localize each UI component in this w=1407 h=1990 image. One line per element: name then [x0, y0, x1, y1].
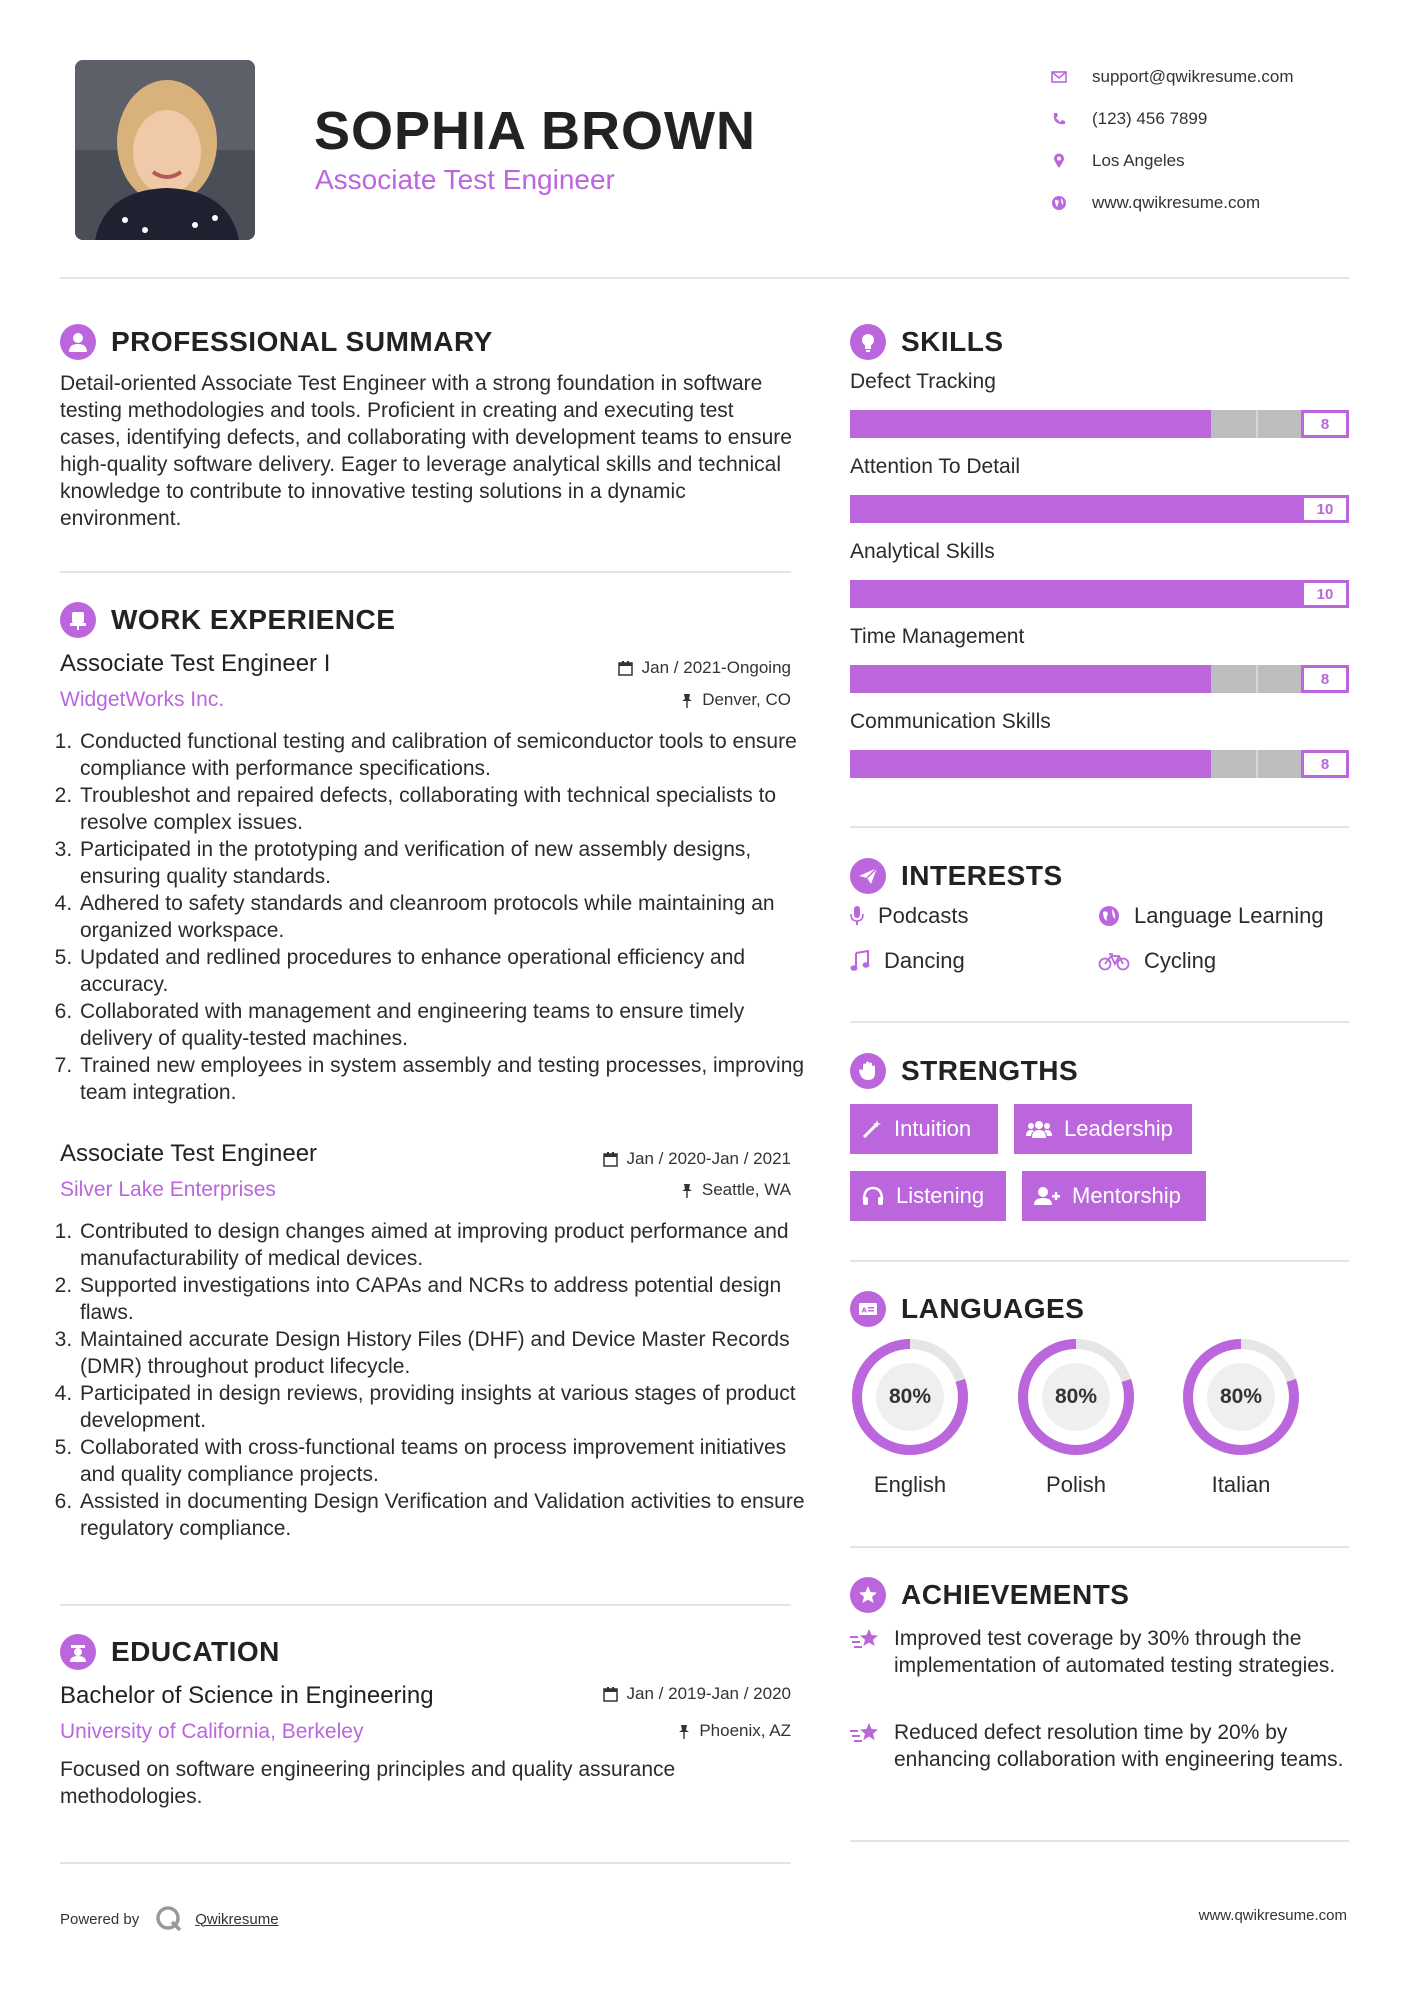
language-name: Polish — [1046, 1472, 1106, 1497]
candidate-role: Associate Test Engineer — [315, 164, 615, 195]
job-location: Seattle, WA — [540, 1180, 791, 1200]
microphone-icon — [850, 905, 864, 927]
skill-bar — [850, 665, 1349, 693]
group-icon — [1026, 1119, 1052, 1139]
skill-bar-fill — [850, 750, 1211, 778]
pushpin-icon — [678, 1724, 690, 1739]
contact-list — [1050, 56, 1350, 224]
strength-chip: Intuition — [850, 1104, 998, 1154]
company-name: Silver Lake Enterprises — [60, 1178, 276, 1201]
list-item: 5. Updated and redlined procedures to enhance operational efficiency and accuracy. — [78, 944, 820, 998]
list-item: 3. Participated in the prototyping and verification of new assembly designs, ensuring quality standards. — [78, 836, 820, 890]
language-ring — [1016, 1337, 1136, 1457]
globe-icon — [1050, 194, 1068, 212]
hand-icon — [850, 1053, 886, 1089]
interest-item: Cycling — [1098, 948, 1216, 974]
list-item: 2. Troubleshot and repaired defects, collaborating with technical specialists to resolve complex issues. — [78, 782, 820, 836]
languages-divider — [850, 1546, 1349, 1548]
skill-bar-fill — [850, 410, 1211, 438]
language-name: Italian — [1211, 1472, 1271, 1497]
skill-level-badge: 10 — [1301, 495, 1349, 523]
powered-by: Powered by Qwikresume — [60, 1905, 279, 1933]
skill-name: Analytical Skills — [850, 540, 995, 563]
skill-level-badge: 8 — [1301, 750, 1349, 778]
work-divider — [60, 1604, 791, 1606]
skill-bar-fill — [850, 580, 1301, 608]
list-item: 6. Collaborated with management and engineering teams to ensure timely delivery of quality-tested machines. — [78, 998, 820, 1052]
skill-level-badge: 8 — [1301, 665, 1349, 693]
headphones-icon — [862, 1186, 884, 1206]
list-item: 2. Supported investigations into CAPAs and NCRs to address potential design flaws. — [78, 1272, 820, 1326]
achievement-item: Improved test coverage by 30% through the implementation of automated testing strategies. — [850, 1625, 1344, 1679]
graduate-icon — [60, 1634, 96, 1670]
calendar-icon — [603, 1152, 618, 1167]
globe-icon — [1098, 905, 1120, 927]
degree-title: Bachelor of Science in Engineering — [60, 1682, 434, 1709]
skills-heading: SKILLS — [850, 324, 1004, 360]
language-ring — [850, 1337, 970, 1457]
phone-icon — [1050, 110, 1068, 128]
profile-photo — [75, 60, 255, 240]
education-text: Focused on software engineering principles and quality assurance methodologies. — [60, 1758, 676, 1808]
job-title: Associate Test Engineer — [60, 1140, 318, 1167]
language-ring — [1181, 1337, 1301, 1457]
shooting-star-icon — [850, 1719, 882, 1773]
footer-website[interactable]: www.qwikresume.com — [1198, 1907, 1347, 1924]
achievements-heading: ACHIEVEMENTS — [850, 1577, 1129, 1613]
summary-heading: PROFESSIONAL SUMMARY — [60, 324, 493, 360]
language-name: English — [873, 1472, 947, 1497]
skill-name: Defect Tracking — [850, 370, 996, 393]
strength-chip: Leadership — [1014, 1104, 1192, 1154]
star-badge-icon — [850, 1577, 886, 1613]
interests-divider — [850, 1021, 1349, 1023]
skill-level-badge: 8 — [1301, 410, 1349, 438]
job-duties-list — [58, 728, 820, 1106]
list-item: 1. Contributed to design changes aimed at improving product performance and manufacturability of medical devices. — [78, 1218, 820, 1272]
list-item: 7. Trained new employees in system assembly and testing processes, improving team integration. — [78, 1052, 820, 1106]
skill-bar — [850, 410, 1349, 438]
skill-bar — [850, 750, 1349, 778]
candidate-name: SOPHIA BROWN — [314, 101, 756, 161]
pushpin-icon — [681, 1183, 693, 1198]
list-item: 1. Conducted functional testing and calibration of semiconductor tools to ensure compliance with performance specifications. — [78, 728, 820, 782]
job-title: Associate Test Engineer I — [60, 650, 331, 677]
school-name: University of California, Berkeley — [60, 1720, 364, 1743]
skill-name: Attention To Detail — [850, 455, 1021, 478]
contact-email[interactable]: support@qwikresume.com — [1050, 56, 1350, 98]
skill-bar-fill — [850, 665, 1211, 693]
paper-plane-icon — [850, 858, 886, 894]
language-card-icon — [850, 1291, 886, 1327]
calendar-icon — [618, 661, 633, 676]
strengths-heading: STRENGTHS — [850, 1053, 1078, 1089]
job-dates: Jan / 2020-Jan / 2021 — [540, 1149, 791, 1169]
job-location: Denver, CO — [540, 690, 791, 710]
strength-chip: Listening — [850, 1171, 1006, 1221]
skill-bar-segment — [1256, 665, 1258, 693]
skills-divider — [850, 826, 1349, 828]
job-duties-list — [58, 1218, 820, 1542]
envelope-icon — [1050, 68, 1068, 86]
list-item: 4. Adhered to safety standards and cleanroom protocols while maintaining an organized workspace. — [78, 890, 820, 944]
bicycle-icon — [1098, 951, 1130, 971]
calendar-icon — [603, 1687, 618, 1702]
skill-name: Communication Skills — [850, 710, 1051, 733]
briefcase-icon — [60, 602, 96, 638]
shooting-star-icon — [850, 1625, 882, 1679]
list-item: 5. Collaborated with cross-functional teams on process improvement initiatives and quality compliance projects. — [78, 1434, 820, 1488]
company-name: WidgetWorks Inc. — [60, 688, 225, 711]
education-heading: EDUCATION — [60, 1634, 280, 1670]
skill-bar-segment — [1256, 410, 1258, 438]
skill-name: Time Management — [850, 625, 1025, 648]
map-pin-icon — [1050, 152, 1068, 170]
contact-website[interactable]: www.qwikresume.com — [1050, 182, 1350, 224]
summary-divider — [60, 571, 791, 573]
list-item: 3. Maintained accurate Design History Files (DHF) and Device Master Records (DMR) throughout product lifecycle. — [78, 1326, 820, 1380]
lightbulb-icon — [850, 324, 886, 360]
list-item: 6. Assisted in documenting Design Verification and Validation activities to ensure regulatory compliance. — [78, 1488, 820, 1542]
interests-heading: INTERESTS — [850, 858, 1063, 894]
job-dates: Jan / 2021-Ongoing — [540, 658, 791, 678]
education-location: Phoenix, AZ — [540, 1721, 791, 1741]
user-plus-icon — [1034, 1186, 1060, 1206]
education-divider — [60, 1862, 791, 1864]
language-percent: 80% — [1054, 1385, 1098, 1408]
language-percent: 80% — [1219, 1385, 1263, 1408]
achievement-item: Reduced defect resolution time by 20% by enhancing collaboration with engineering teams. — [850, 1719, 1344, 1773]
magic-wand-icon — [862, 1119, 882, 1139]
user-icon — [60, 324, 96, 360]
skill-bar — [850, 580, 1349, 608]
strength-chip: Mentorship — [1022, 1171, 1206, 1221]
skill-level-badge: 10 — [1301, 580, 1349, 608]
interest-item: Language Learning — [1098, 903, 1324, 929]
contact-phone[interactable]: (123) 456 7899 — [1050, 98, 1350, 140]
work-heading: WORK EXPERIENCE — [60, 602, 395, 638]
languages-heading: A LANGUAGES — [850, 1291, 1084, 1327]
education-dates: Jan / 2019-Jan / 2020 — [540, 1684, 791, 1704]
language-percent: 80% — [888, 1385, 932, 1408]
skill-bar — [850, 495, 1349, 523]
skill-bar-fill — [850, 495, 1301, 523]
interest-item: Podcasts — [850, 903, 969, 929]
achievements-divider — [850, 1840, 1349, 1842]
list-item: 4. Participated in design reviews, providing insights at various stages of product development. — [78, 1380, 820, 1434]
interest-item: Dancing — [850, 948, 965, 974]
svg-text:A: A — [861, 1306, 867, 1315]
contact-location: Los Angeles — [1050, 140, 1350, 182]
qwikresume-link[interactable]: Qwikresume — [195, 1910, 279, 1928]
music-note-icon — [850, 950, 870, 972]
header-divider — [60, 277, 1349, 279]
pushpin-icon — [681, 693, 693, 708]
strengths-divider — [850, 1260, 1349, 1262]
qwikresume-logo-icon — [155, 1905, 183, 1933]
skill-bar-segment — [1256, 750, 1258, 778]
summary-text: Detail-oriented Associate Test Engineer with a strong foundation in software testing methodologies and tools. Proficient in creating and executing test cases, identifying defects, and collaborating with development teams to ensure high-quality software delivery. Eager to leverage analytical skills and technical knowledge to contribute to innovative testing solutions in a dynamic environment. — [60, 372, 792, 530]
